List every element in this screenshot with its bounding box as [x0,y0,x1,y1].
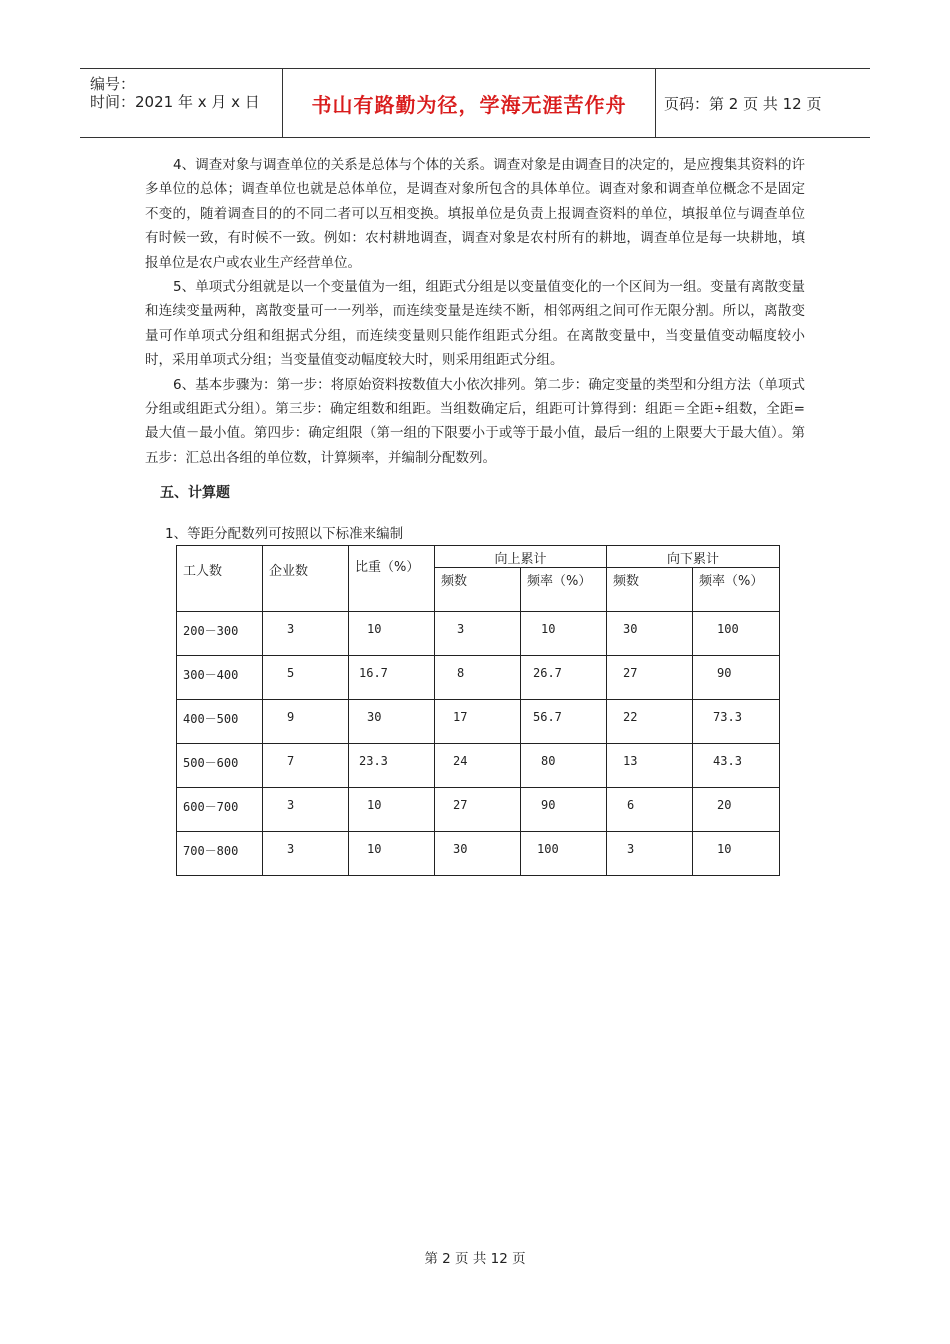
cell-down-rate: 73.3 [713,710,742,724]
cell-up-freq: 17 [453,710,468,724]
cell-up-rate: 90 [541,798,556,812]
table-row [177,832,780,876]
document-date-label: 时间：2021 年 x 月 x 日 [90,93,260,111]
cell-down-freq: 22 [623,710,638,724]
page-header [80,68,870,138]
cell-up-rate: 56.7 [533,710,562,724]
header-motto-cell [282,69,656,137]
table-row [177,612,780,656]
header-page-label: 页码：第 2 页 共 12 页 [664,94,822,113]
table-row [177,744,780,788]
cell-up-freq: 27 [453,798,468,812]
cell-up-rate: 10 [541,622,556,636]
cell-ratio: 10 [367,798,382,812]
header-down-freq: 频数 [607,568,693,612]
cell-firms: 5 [287,666,295,680]
cell-up-freq: 30 [453,842,468,856]
table-header-row [177,546,780,568]
cell-workers: 200－300 [183,624,239,638]
header-motto: 书山有路勤为径，学海无涯苦作舟 [311,92,627,117]
header-cumulative-up: 向上累计 [435,546,607,568]
section-title: 五、计算题 [160,485,230,501]
cell-up-freq: 24 [453,754,468,768]
header-up-rate: 频率（%） [521,568,607,612]
cell-down-rate: 90 [717,666,732,680]
cell-workers: 600－700 [183,800,239,814]
paragraph-6: 6、基本步骤为：第一步：将原始资料按数值大小依次排列。第二步：确定变量的类型和分组方法（单项式分组或组距式分组）。第三步：确定组数和组距。当组数确定后，组距可计算得到：组距＝全距÷组数，全距=最大值－最小值。第四步：确定组限（第一组的下限要小于或等于最小值，最后一组的上限要大于最大值）。第五步：汇总出各组的单位数，计算频率，并编制分配数列。 [145,376,805,466]
cell-down-freq: 27 [623,666,638,680]
cell-workers: 700－800 [183,844,239,858]
header-up-freq: 频数 [435,568,521,612]
cell-firms: 9 [287,710,295,724]
cell-down-freq: 30 [623,622,638,636]
cell-workers: 500－600 [183,756,239,770]
cell-workers: 400－500 [183,712,239,726]
cell-up-freq: 3 [457,622,465,636]
answer-paragraphs [145,153,805,470]
table-caption: 1、等距分配数列可按照以下标准来编制 [165,526,404,542]
cell-down-freq: 3 [627,842,635,856]
cell-down-freq: 13 [623,754,638,768]
cell-firms: 3 [287,842,295,856]
cell-firms: 7 [287,754,295,768]
cell-down-rate: 10 [717,842,732,856]
cell-ratio: 23.3 [359,754,388,768]
cell-ratio: 10 [367,842,382,856]
header-ratio: 比重（%） [349,546,435,612]
cell-up-rate: 26.7 [533,666,562,680]
cell-up-rate: 80 [541,754,556,768]
paragraph-4: 4、调查对象与调查单位的关系是总体与个体的关系。调查对象是由调查目的决定的，是应搜集其资料的许多单位的总体；调查单位也就是总体单位，是调查对象所包含的具体单位。调查对象和调查单位概念不是固定不变的，随着调查目的的不同二者可以互相变换。填报单位是负责上报调查资料的单位，填报单位与调查单位有时候一致，有时候不一致。例如：农村耕地调查，调查对象是农村所有的耕地，调查单位是每一块耕地，填报单位是农户或农业生产经营单位。 [145,157,805,271]
header-cumulative-down: 向下累计 [607,546,780,568]
cell-up-freq: 8 [457,666,465,680]
cell-firms: 3 [287,622,295,636]
header-workers: 工人数 [177,546,263,612]
cell-down-rate: 43.3 [713,754,742,768]
header-down-rate: 频率（%） [693,568,780,612]
table-row [177,788,780,832]
cell-down-rate: 100 [717,622,739,636]
table-row [177,700,780,744]
paragraph-5: 5、单项式分组就是以一个变量值为一组，组距式分组是以变量值变化的一个区间为一组。变量有离散变量和连续变量两种，离散变量可一一列举，而连续变量是连续不断，相邻两组之间可作无限分割。所以，离散变量可作单项式分组和组据式分组，而连续变量则只能作组距式分组。在离散变量中，当变量值变动幅度较小时，采用单项式分组；当变量值变动幅度较大时，则采用组距式分组。 [145,279,805,369]
header-page-number [664,69,870,137]
document-id-label: 编号： [90,75,136,93]
header-firms: 企业数 [263,546,349,612]
cell-ratio: 16.7 [359,666,388,680]
cell-workers: 300－400 [183,668,239,682]
table-row [177,656,780,700]
cell-firms: 3 [287,798,295,812]
distribution-table [176,545,780,876]
header-meta [80,69,280,137]
cell-ratio: 30 [367,710,382,724]
cell-down-freq: 6 [627,798,635,812]
page-footer: 第 2 页 共 12 页 [424,1251,526,1267]
cell-down-rate: 20 [717,798,732,812]
cell-ratio: 10 [367,622,382,636]
cell-up-rate: 100 [537,842,559,856]
